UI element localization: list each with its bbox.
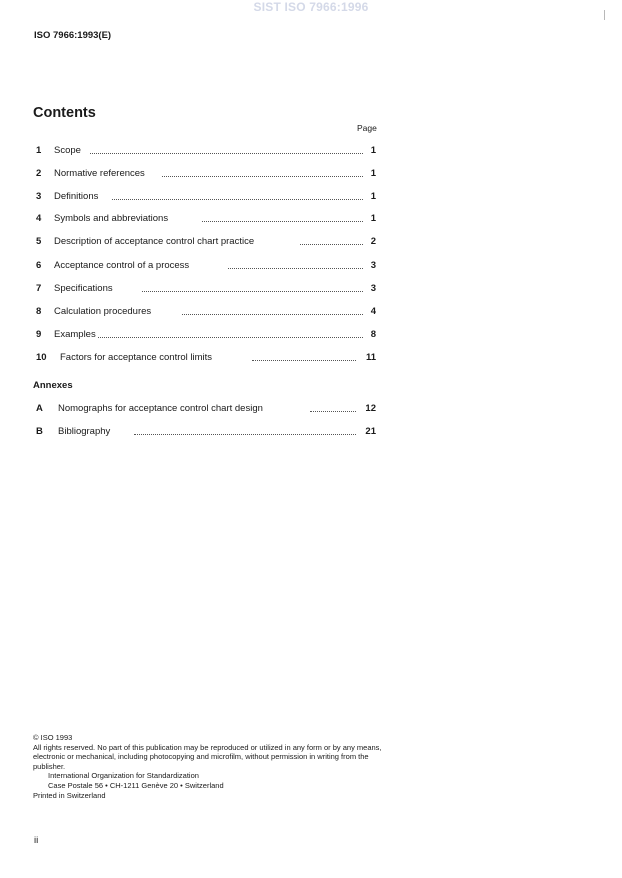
toc-entry (36, 259, 376, 273)
copyright-notice: All rights reserved. No part of this publication may be reproduced or utilized in any form or by any means, electronic or mechanical, including photocopying and microfilm, without permission in writing from the publisher. (33, 742, 382, 771)
toc-label: Scope (54, 145, 81, 156)
toc-leader-dots (228, 267, 363, 269)
toc-number: 8 (36, 306, 42, 317)
toc-number: 3 (36, 191, 42, 202)
toc-entry (36, 190, 376, 204)
toc-leader-dots (202, 220, 363, 222)
toc-label: Description of acceptance control chart practice (54, 236, 255, 247)
toc-entry (36, 235, 376, 249)
document-header: ISO 7966:1993(E) (34, 30, 112, 41)
toc-page-number: 1 (370, 213, 376, 224)
toc-number: 7 (36, 283, 42, 294)
toc-entry (36, 144, 376, 158)
toc-leader-dots (142, 290, 363, 292)
toc-leader-dots (252, 359, 356, 361)
toc-page-number: 1 (370, 191, 376, 202)
annex-letter: A (36, 403, 43, 414)
toc-page-number: 3 (370, 260, 376, 271)
toc-number: 10 (36, 352, 47, 363)
toc-leader-dots (112, 198, 363, 200)
toc-label: Normative references (54, 168, 145, 179)
annex-entry (36, 425, 376, 439)
toc-leader-dots (90, 152, 363, 154)
toc-leader-dots (182, 313, 363, 315)
toc-leader-dots (310, 410, 356, 412)
annex-page-number: 21 (365, 426, 376, 437)
toc-entry (36, 167, 376, 181)
toc-label: Specifications (54, 283, 113, 294)
toc-page-number: 11 (365, 352, 376, 363)
toc-entry (36, 212, 376, 226)
toc-entry (36, 328, 376, 342)
toc-leader-dots (134, 433, 356, 435)
toc-number: 9 (36, 329, 42, 340)
annexes-heading: Annexes (33, 380, 73, 391)
toc-label: Symbols and abbreviations (54, 213, 169, 224)
printed-in: Printed in Switzerland (33, 790, 106, 800)
publisher-address: Case Postale 56 • CH-1211 Genève 20 • Switzerland (48, 780, 224, 790)
toc-page-number: 4 (370, 306, 376, 317)
toc-entry (36, 305, 376, 319)
page-number: ii (34, 835, 39, 846)
toc-leader-dots (98, 336, 363, 338)
toc-page-number: 1 (370, 145, 376, 156)
copyright-line: © ISO 1993 (33, 733, 73, 742)
toc-page-number: 2 (370, 236, 376, 247)
annex-letter: B (36, 426, 43, 437)
toc-number: 4 (36, 213, 42, 224)
page-column-heading: Page (357, 123, 377, 133)
toc-label: Factors for acceptance control limits (60, 352, 213, 363)
toc-leader-dots (300, 243, 363, 245)
annex-entry (36, 402, 376, 416)
toc-number: 2 (36, 168, 42, 179)
toc-number: 5 (36, 236, 42, 247)
contents-title: Contents (33, 105, 96, 121)
toc-page-number: 1 (370, 168, 376, 179)
annex-label: Nomographs for acceptance control chart design (58, 403, 263, 414)
publisher-name: International Organization for Standardization (48, 771, 199, 781)
toc-entry (36, 282, 376, 296)
toc-label: Calculation procedures (54, 306, 152, 317)
annex-page-number: 12 (365, 403, 376, 414)
scan-edge-mark (604, 10, 605, 20)
toc-number: 1 (36, 145, 42, 156)
toc-number: 6 (36, 260, 42, 271)
toc-page-number: 3 (370, 283, 376, 294)
toc-label: Definitions (54, 191, 99, 202)
toc-label: Acceptance control of a process (54, 260, 190, 271)
watermark: SIST ISO 7966:1996 (253, 0, 369, 14)
toc-entry (36, 351, 376, 365)
copyright-block (33, 733, 383, 800)
toc-label: Examples (54, 329, 96, 340)
toc-leader-dots (162, 175, 363, 177)
toc-page-number: 8 (370, 329, 376, 340)
annex-label: Bibliography (58, 426, 111, 437)
